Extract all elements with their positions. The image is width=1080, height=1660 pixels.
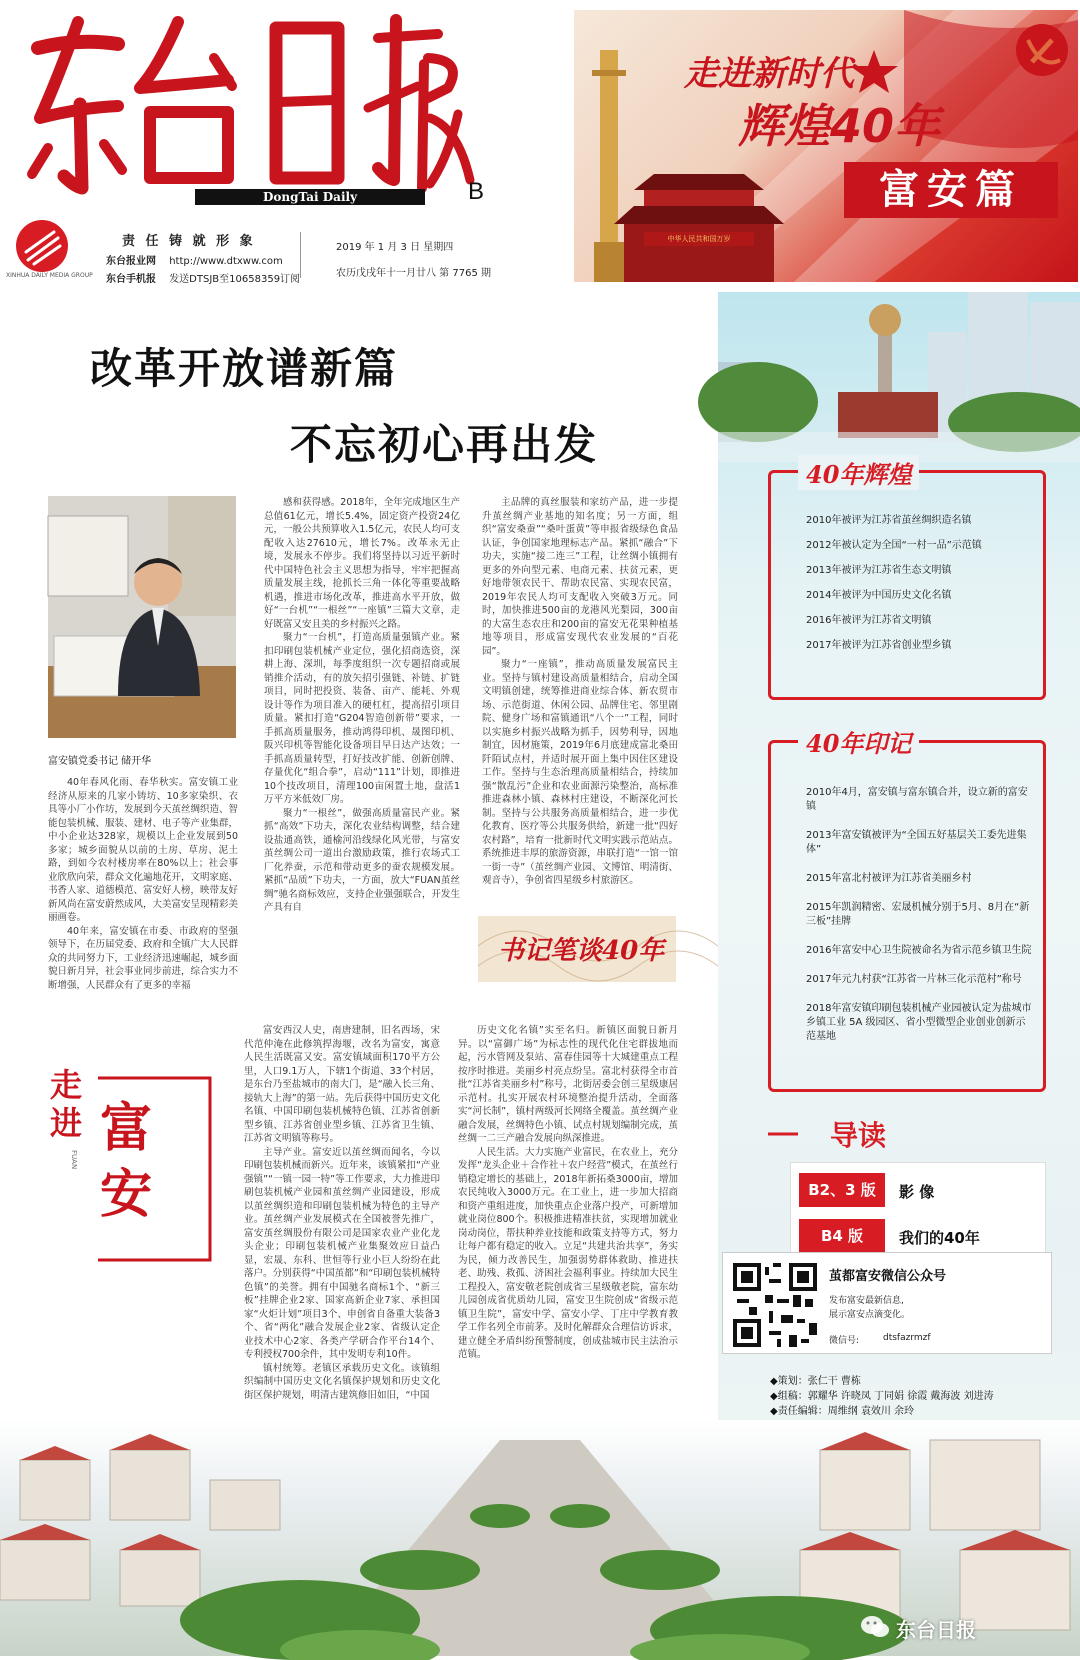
list-item: 2016年富安中心卫生院被命名为省示范乡镇卫生院 [806, 945, 1032, 956]
imprint-title: 40年印记 [798, 724, 919, 759]
guide-page-title[interactable]: 影 像 [899, 1183, 935, 1201]
paragraph: 历史文化名镇”实至名归。新镇区面貌日新月异。以“富御广场”为标志性的现代化住宅群拔地而起，污水管网及泵站、富春佳园等十大城建重点工程按序时推进。美丽乡村亮点纷呈。富北村获得全市首批“江苏省美丽乡村”称号，北街居委会创三星级康居示范村。扎实开展农村环境整治提升活动，全面落实“河长制”，镇村两级河长网络全覆盖。茧丝绸产业融合发展，丝绸特色小镇、试点村规划编制完成，茧丝绸一二三产融合发展向纵深推进。 [458, 1025, 678, 1144]
mobile-label: 东台手机报 [106, 274, 156, 285]
guide-page-title[interactable]: 我们的40年 [899, 1229, 980, 1247]
website-url[interactable]: http://www.dtxww.com [169, 256, 283, 267]
banner-title-line2: 辉煌40年 [738, 99, 941, 153]
list-item: 2010年被评为江苏省茧丝绸织造名镇 [806, 515, 972, 526]
masthead [0, 0, 560, 290]
article-column-3 [482, 496, 678, 886]
list-item: 2017年元九村获“江苏省一片林三化示范村”称号 [806, 974, 1022, 985]
paragraph: 感和获得感。2018年，全年完成地区生产总值61亿元，增长5.4%，固定资产投资24亿元，一般公共预算收入1.5亿元，农民人均可支配收入达27610元，增长7%。改革永无止境，发展永不停步。我们将坚持以习近平新时代中国特色社会主义思想为指导，牢牢把握高质量发展主线，抢抓长三角一体化等重要战略机遇，推进市场化改革，推进高水平开放，做好“一台机”“一根丝”“一座镇”三篇大文章，走好既富又安且美的乡村振兴之路。 [264, 497, 460, 630]
feature-place-pinyin: FUAN [70, 1150, 78, 1170]
guide-page-tag[interactable]: B4 版 [799, 1219, 885, 1253]
feature-walk-in-label: 走进 [50, 1066, 83, 1142]
paragraph: 聚力“一台机”，打造高质量强镇产业。紧扣印刷包装机械产业定位，强化招商选资，深耕上海、深圳，每季度组织一次专题招商或展销推介活动，有的放矢招引强链、补链、扩链项目，同时把投资、装备、亩产、能耗、外观设计等作为项目准入的硬杠杠，提高招引项目质量。紧扣打造“G204智造创新带”要求，一手抓高质量服务，推动鸿得印机、晟图印机、阪兴印机等智能化设备项目早日达产达效；一手抓高质量转型，打好技改扩能、创新创牌、存量优化“组合拳”，启动“111”计划，即推进10个技改项目，清理100亩闲置土地，盘活1万平方米低效厂房。 [264, 632, 460, 805]
credit-line: ◆组稿：郭耀华 许晓凤 丁同娟 徐霞 戴海波 刘进涛 [770, 1391, 994, 1402]
secretary-portrait-photo [48, 496, 236, 738]
media-group-name: XINHUA DAILY MEDIA GROUP [6, 272, 93, 279]
feature-banner [574, 10, 1078, 282]
glory-list [806, 514, 1036, 664]
wechat-description: 发布富安最新信息, [829, 1296, 904, 1306]
list-item: 2015年富北村被评为江苏省美丽乡村 [806, 873, 972, 884]
article-column-1 [48, 776, 239, 991]
wechat-description: 展示富安点滴变化。 [829, 1310, 911, 1320]
list-item: 2013年富安镇被评为“全国五好基层关工委先进集体” [806, 830, 1027, 855]
portrait-caption: 富安镇党委书记 储开华 [48, 756, 152, 767]
section-badge-title: 书记笔谈40年 [498, 936, 665, 966]
guide-page-tag[interactable]: B2、3 版 [799, 1173, 885, 1207]
glory-title: 40年辉煌 [798, 455, 919, 490]
article-column-2 [264, 496, 460, 982]
lunar-date-issue-number: 农历戊戌年十一月廿八 第 7765 期 [336, 268, 491, 279]
guide-title: 导读 [830, 1119, 887, 1152]
qr-code-icon[interactable] [733, 1263, 817, 1347]
paragraph: 主品牌的真丝服装和家纺产品，进一步提升茧丝绸产业基地的知名度；另一方面，组织“富安桑蚕”“桑叶蛋黄”等申报省级绿色食品认证，争创国家地理标志产品。紧抓“融合”下功夫，实施“接二连三”工程，让丝绸小镇拥有更多的外向型元素、电商元素、扶贫元素，更好地带领农民干、帮助农民富、实现农民富，2019年农民人均可支配收入突破3万元。同时，加快推进500亩的龙港风光梨园，300亩的大富生态农庄和200亩的富安无花果种植基地等项目，形成富安现代农业发展的“百花园”。 [482, 497, 678, 657]
masthead-divider [300, 232, 301, 278]
paper-name-en: DongTai Daily [195, 189, 425, 205]
source-watermark: 东台日报 [896, 1618, 976, 1642]
list-item: 2010年4月，富安镇与富东镇合并，设立新的富安镇 [806, 787, 1028, 812]
gate-plaque: 中华人民共和国万岁 [644, 232, 754, 246]
newspaper-logo [18, 8, 478, 198]
website-line [106, 252, 283, 267]
paragraph: 人民生活。大力实施产业富民，在农业上，充分发挥“龙头企业＋合作社＋农户经营”模式，在茧丝行销稳定增长的基础上，2018年新拓桑3000亩，增加农民纯收入3000万元。在工业上，进一步加大招商和资产重组进度，加快重点企业落户投产，可新增加就业岗位800个。积极推进精准扶贫，实现增加就业岗动岗位，帮扶种养业技能和政策支持等方式，努力让每户都有稳定的收入。立足“共建共治共享”，务实为民，倾力改善民生，加强弱势群体救助、推进扶老、助残、救孤、济困社会福利事业。持续加大民生工程投入，富安敬老院创成省三星级敬老院，富东幼儿园创成省优质幼儿园，富安卫生院创成“省级示范镇卫生院”，富安中学、富安小学、丁庄中学教育教学工作名列全市前茅。及时化解群众合理信访诉求，建立健全矛盾纠纷预警制度，创成盐城市民主法治示范镇。 [458, 1146, 678, 1360]
paragraph: 主导产业。富安近以茧丝绸而闻名，今以印刷包装机械而新兴。近年来，该镇紧扣“产业强镇”“一镇一园一特”等工作要求，大力推进印刷包装机械产业园和茧丝绸产业园建设，形成以茧丝绸织造和印刷包装机械为特色的主导产业。茧丝绸产业发展模式在全国被誉先推广，富安茧丝绸股份有限公司是国家农业产业化龙头企业；印刷包装机械产业集聚效应日益凸显，宏晟、东科、世恒等行业小巨人纷纷在此落户。分别获得“中国茧都”和“印刷包装机械特色镇”的美誉。拥有中国驰名商标1个、“新三板”挂牌企业2家、国家高新企业7家、承担国家“火炬计划”项目3个、申创省自备重大装备3个、省“两化”融合发展企业2家、省级认定企业技术中心2家、各类产学研合作平台14个、专利授权700余件，其中发明专利10件。 [244, 1146, 440, 1360]
paragraph: 聚力“一座镇”，推动高质量发展富民主业。坚持与镇村建设高质量相结合，启动全国文明镇创建，统筹推进商业综合体、新农贸市场、示范街道、休闲公园、品牌住宅、邻里剧院、健身广场和富镇通讯“八个一”工程，同时以实施乡村振兴战略为抓手，因势利导，因地制宜，因材施策，2019年6月底建成富北桑田阡陌试点村，并适时展开面上集中因住区建设工作。坚持与生态治理高质量相结合，持续加强“散乱污”企业和农业面源污染整治，高标准推进森林小镇、森林村庄建设，不断深化河长制。坚持与公共服务高质量相结合，进一步优化教育、医疗等公共服务供给，新建一批“四好农村路”，培育一批新时代文明实践示范站点。系统推进丰厚的旅游资源，串联打造“一馆一馆一街一寺”（茧丝绸产业园、文博馆、明清街、观音寺），争创省四星级乡村旅游区。 [482, 659, 678, 886]
wechat-id: dtsfazrmzf [883, 1333, 931, 1343]
list-item: 2012年被认定为全国“一村一品”示范镇 [806, 540, 982, 551]
media-group-logo-icon [14, 218, 70, 274]
wechat-account-name: 茧都富安微信公众号 [829, 1269, 947, 1284]
headline-line2: 不忘初心再出发 [290, 420, 599, 469]
issue-date: 2019 年 1 月 3 日 星期四 [336, 242, 454, 253]
section-badge [478, 916, 676, 982]
edition-letter: B [468, 178, 485, 205]
masthead-slogan: 责 任 铸 就 形 象 [122, 234, 256, 249]
list-item: 2013年被评为江苏省生态文明镇 [806, 565, 952, 576]
banner-section-label: 富安篇 [844, 162, 1058, 218]
paragraph: 聚力“一根丝”，做强高质量富民产业。紧抓“高效”下功夫，深化农业结构调整，结合建设盐通高铁，通榆河沿线绿化风光带，与富安茧丝绸公司一道出台激励政策，推行农场式工厂化养蚕，示范和带动更多的蚕农规模发展。紧抓“品质”下功夫，一方面，放大“FUAN茧丝绸”驰名商标效应，支持企业强强联合，开发生产具有自 [264, 807, 460, 913]
portrait-illustration [48, 496, 236, 738]
list-item: 2014年被评为中国历史文化名镇 [806, 590, 952, 601]
wechat-id-label: 微信号: [829, 1336, 860, 1346]
wechat-logo-icon [860, 1614, 890, 1640]
paragraph: 40年来，富安镇在市委、市政府的坚强领导下，在历届党委、政府和全镇广大人民群众的共同努力下，工业经济迅速崛起，城乡面貌日新月异，社会事业同步前进，综合实力不断增强，人民群众有了更多的幸福 [48, 925, 239, 991]
list-item: 2016年被评为江苏省文明镇 [806, 615, 932, 626]
mobile-info: 发送DTSJB至10658359订阅 [169, 274, 301, 285]
wechat-promo [722, 1252, 1052, 1354]
feature-column-1 [244, 1024, 440, 1401]
list-item: 2017年被评为江苏省创业型乡镇 [806, 640, 952, 651]
credit-line: ◆责任编辑：周维纲 袁效川 余玲 [770, 1406, 915, 1417]
credit-line: ◆策划：张仁干 曹栋 [770, 1376, 861, 1387]
paragraph: 富安西汉人史，南唐建制，旧名西场，宋代范仲淹在此修筑捍海堰，改名为富安，寓意人民生活既富又安。富安镇域面积170平方公里，人口9.1万人，下辖1个街道、33个村居，是东台乃至盐城市的南大门，是“融入长三角、接轨大上海”的第一站。先后获得中国历史文化名镇、中国印刷包装机械特色镇、江苏省创新型乡镇、江苏省创业型乡镇、江苏省卫生镇、江苏省文明镇等称号。 [244, 1025, 440, 1144]
guide-box [790, 1162, 1046, 1262]
website-label: 东台报业网 [106, 256, 156, 267]
paragraph: 40年春风化雨、春华秋实。富安镇工业经济从原来的几家小铸坊、10多家染织、衣具等小厂小作坊，发展到今天茧丝绸织造、智能包装机械、服装、建材、电子等产业集群，中小企业达328家，规模以上企业发展到50多家；城乡面貌从以前的土房、草房、泥土路，到如今农村楼房率在80%以上；社会事业欣欣向荣，群众文化遍地花开，文明家庭、书香人家、道德模范、富安好人榜，映带友好新风尚在富安蔚然成风，大美富安呈现精彩美丽画卷。 [48, 777, 239, 923]
mobile-line [106, 270, 300, 285]
headline-line1: 改革开放谱新篇 [90, 344, 399, 393]
paragraph: 镇村统筹。老镇区承载历史文化。该镇组织编制中国历史文化名镇保护规划和历史文化街区保护规划，明清古建筑修旧如旧，“中国 [244, 1362, 440, 1401]
feature-column-2 [458, 1024, 678, 1386]
list-item: 2018年富安镇印刷包装机械产业园被认定为盐城市乡镇工业 5A 级园区、省小型微型企业创业创新示范基地 [806, 1003, 1032, 1042]
banner-title-line1: 走进新时代 [684, 54, 854, 94]
feature-place-title: 富安 [100, 1098, 153, 1225]
list-item: 2015年凯润精密、宏晟机械分别于5月、8月在“新三板”挂牌 [806, 902, 1030, 927]
imprint-list [806, 786, 1032, 1059]
